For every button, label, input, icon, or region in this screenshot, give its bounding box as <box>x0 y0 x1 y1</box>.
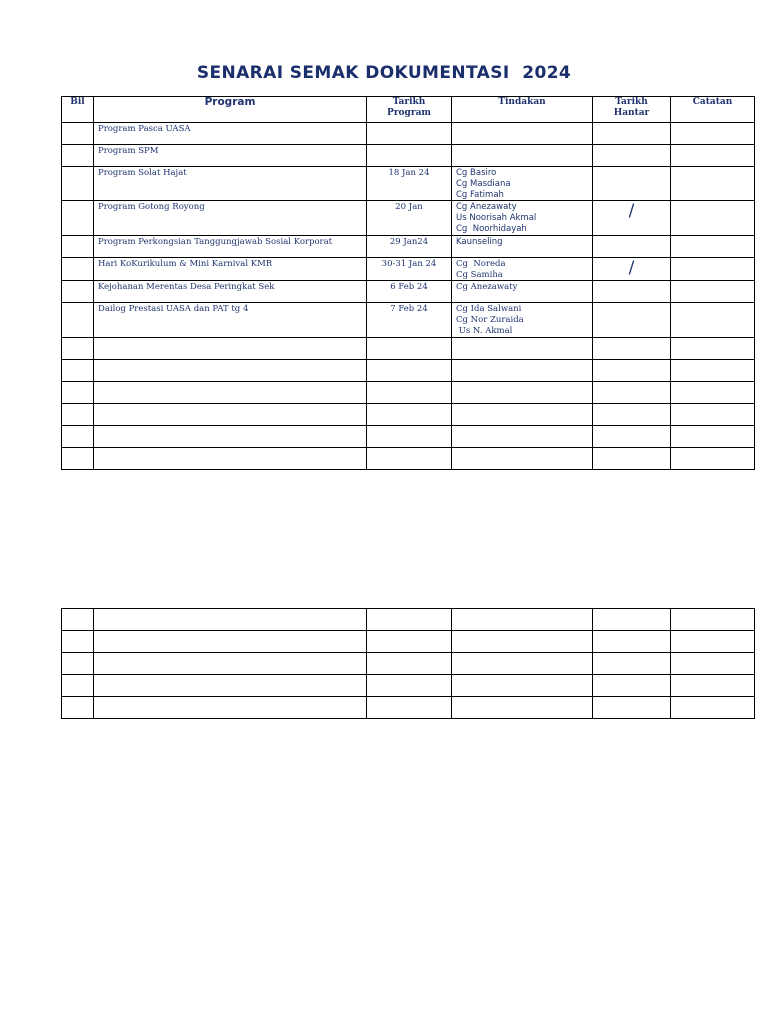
header-tarikh-program: Tarikh Program <box>367 97 452 123</box>
table-row <box>62 167 755 201</box>
checklist-table <box>61 96 755 470</box>
program-cell: Hari KoKurikulum & Mini Karnival KMR <box>94 257 367 281</box>
continuation-table <box>61 608 755 719</box>
bil-cell <box>62 257 94 281</box>
date-cell: 29 Jan24 <box>367 235 452 257</box>
date-cell: 30-31 Jan 24 <box>367 257 452 281</box>
table-row <box>62 403 755 425</box>
table-row <box>62 381 755 403</box>
bil-cell <box>62 201 94 235</box>
header-row <box>62 97 755 123</box>
catatan-cell <box>671 303 755 337</box>
header-tarikh-hantar: Tarikh Hantar <box>593 97 671 123</box>
date-cell: 6 Feb 24 <box>367 281 452 303</box>
program-cell: Program Perkongsian Tanggungjawab Sosial Korporat <box>94 235 367 257</box>
program-cell: Kejohanan Merentas Desa Peringkat Sek <box>94 281 367 303</box>
program-cell: Program Solat Hajat <box>94 167 367 201</box>
date-cell <box>367 145 452 167</box>
table-row <box>62 303 755 337</box>
header-catatan: Catatan <box>671 97 755 123</box>
header-bil: Bil <box>62 97 94 123</box>
tindakan-cell: Cg Basiro Cg Masdiana Cg Fatimah <box>452 167 593 201</box>
hantar-mark: / <box>593 201 671 235</box>
header-tindakan: Tindakan <box>452 97 593 123</box>
tindakan-cell: Cg Anezawaty <box>452 281 593 303</box>
bil-cell <box>62 123 94 145</box>
table-row <box>62 653 755 675</box>
table-row <box>62 281 755 303</box>
table-row <box>62 235 755 257</box>
bil-cell <box>62 303 94 337</box>
tindakan-cell: Kaunseling <box>452 235 593 257</box>
tindakan-cell <box>452 145 593 167</box>
bil-cell <box>62 145 94 167</box>
tindakan-cell: Cg Ida Salwani Cg Nor Zuraida Us N. Akmal <box>452 303 593 337</box>
hantar-cell <box>593 145 671 167</box>
catatan-cell <box>671 201 755 235</box>
table-row <box>62 337 755 359</box>
catatan-cell <box>671 123 755 145</box>
table-row <box>62 631 755 653</box>
program-cell: Program SPM <box>94 145 367 167</box>
tindakan-cell: Cg Noreda Cg Samiha <box>452 257 593 281</box>
date-cell <box>367 123 452 145</box>
hantar-cell <box>593 123 671 145</box>
table-row <box>62 675 755 697</box>
table-row <box>62 697 755 719</box>
bil-cell <box>62 235 94 257</box>
date-cell: 20 Jan <box>367 201 452 235</box>
tindakan-cell <box>452 123 593 145</box>
hantar-cell <box>593 303 671 337</box>
table-row <box>62 145 755 167</box>
date-cell: 18 Jan 24 <box>367 167 452 201</box>
table-row <box>62 447 755 469</box>
program-cell: Dailog Prestasi UASA dan PAT tg 4 <box>94 303 367 337</box>
table-row <box>62 257 755 281</box>
bil-cell <box>62 281 94 303</box>
catatan-cell <box>671 257 755 281</box>
bil-cell <box>62 167 94 201</box>
program-cell: Program Pasca UASA <box>94 123 367 145</box>
program-cell: Program Gotong Royong <box>94 201 367 235</box>
date-cell: 7 Feb 24 <box>367 303 452 337</box>
catatan-cell <box>671 145 755 167</box>
page-title: SENARAI SEMAK DOKUMENTASI 2024 <box>196 63 572 83</box>
catatan-cell <box>671 235 755 257</box>
table-row <box>62 609 755 631</box>
table-row <box>62 123 755 145</box>
table-row <box>62 201 755 235</box>
tindakan-cell: Cg Anezawaty Us Noorisah Akmal Cg Noorhidayah <box>452 201 593 235</box>
catatan-cell <box>671 167 755 201</box>
catatan-cell <box>671 281 755 303</box>
hantar-mark: / <box>593 257 671 281</box>
hantar-cell <box>593 235 671 257</box>
hantar-cell <box>593 167 671 201</box>
table-row <box>62 359 755 381</box>
header-program: Program <box>94 97 367 123</box>
hantar-cell <box>593 281 671 303</box>
table-row <box>62 425 755 447</box>
